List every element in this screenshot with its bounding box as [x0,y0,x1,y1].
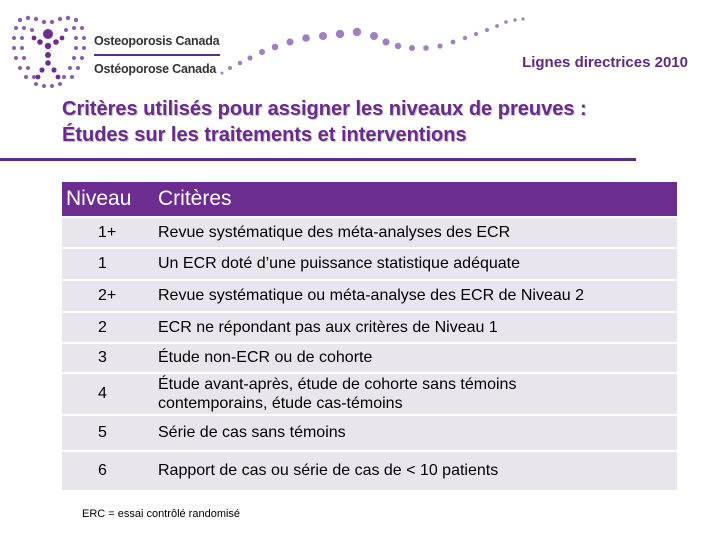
level-cell: 3 [62,344,154,372]
criteria-cell [154,374,677,414]
title-underline-tail [618,158,636,161]
org-name-french: Ostéoporose Canada [94,62,217,76]
table-header-row [62,182,677,216]
column-header-level: Niveau [62,182,154,216]
level-cell: 4 [62,374,154,414]
evidence-level-table [62,180,677,492]
guideline-label: Lignes directrices 2010 [522,54,688,71]
osteoporosis-canada-logo [8,12,228,92]
table-row [62,344,677,372]
org-name-english: Osteoporosis Canada [94,34,220,48]
criteria-cell: Étude non-ECR ou de cohorte [154,344,677,372]
criteria-cell: Série de cas sans témoins [154,416,677,450]
level-cell: 6 [62,452,154,490]
slide-title-line-1: Critères utilisés pour assigner les niveaux de preuves : [62,98,587,120]
criteria-cell: ECR ne répondant pas aux critères de Niveau 1 [154,313,677,342]
table-row [62,281,677,311]
level-cell: 1+ [62,218,154,247]
level-cell: 5 [62,416,154,450]
criteria-cell: Revue systématique ou méta-analyse des ECR de Niveau 2 [154,281,677,311]
level-cell: 2 [62,313,154,342]
table-row [62,218,677,247]
criteria-cell: Rapport de cas ou série de cas de < 10 patients [154,452,677,490]
level-cell: 1 [62,249,154,279]
criteria-cell: Revue systématique des méta-analyses des ECR [154,218,677,247]
logo-dot-figure-icon [8,12,92,92]
criteria-line-2: contemporains, étude cas-témoins [158,395,403,412]
table-row [62,374,677,414]
criteria-line-1: Étude avant-après, étude de cohorte sans témoins [158,376,517,393]
slide-title [62,96,702,148]
abbreviation-footnote: ERC = essai contrôlé randomisé [82,508,241,520]
table-row [62,416,677,450]
table-row [62,313,677,342]
logo-divider [94,54,220,56]
table-row [62,452,677,490]
criteria-cell: Un ECR doté d’une puissance statistique adéquate [154,249,677,279]
table-row [62,249,677,279]
slide-title-line-2: Études sur les traitements et interventions [62,124,467,146]
column-header-criteria: Critères [154,182,677,216]
level-cell: 2+ [62,281,154,311]
title-underline [0,158,618,161]
